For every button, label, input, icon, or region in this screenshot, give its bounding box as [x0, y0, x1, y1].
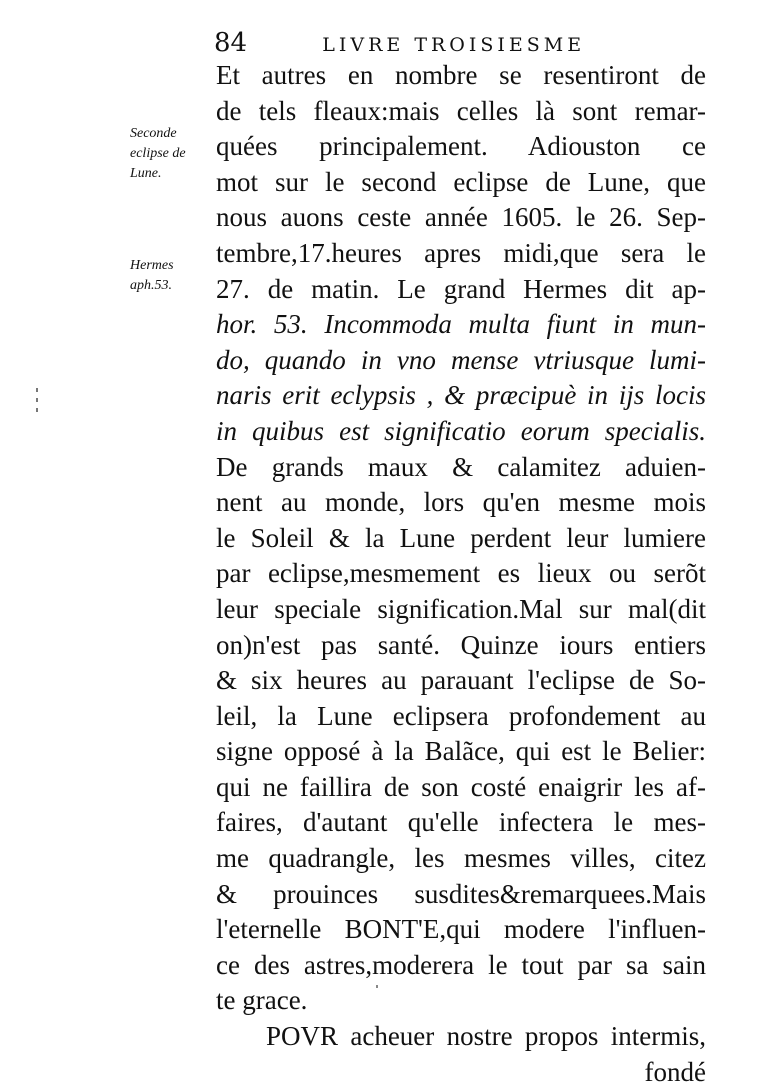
text-line: le Soleil & la Lune perdent leur lumiere	[216, 522, 706, 553]
page-number: 84	[214, 28, 248, 58]
margin-note-line: Seconde	[130, 126, 177, 141]
latin-quote-line: hor. 53. Incommoda multa fiunt in mun-	[216, 309, 706, 340]
text-line: tembre,17.heures apres midi,que sera le	[216, 237, 706, 268]
margin-note-line: aph.53.	[130, 278, 172, 293]
paper-speck	[376, 985, 378, 988]
latin-quote-line: in quibus est significatio eorum specialis.	[216, 415, 706, 446]
text-line: leil, la Lune eclipsera profondement au	[216, 700, 706, 731]
page-header	[214, 28, 585, 60]
text-line: leur speciale signification.Mal sur mal(dit	[216, 593, 706, 624]
text-line: mot sur le second eclipse de Lune, que	[216, 166, 706, 197]
text-line: de tels fleaux:mais celles là sont remar-	[216, 95, 706, 126]
text-line: De grands maux & calamitez aduien-	[216, 451, 706, 482]
latin-quote-line: do, quando in vno mense vtriusque lumi-	[216, 344, 706, 375]
catchword: fondé	[644, 1056, 706, 1087]
text-line: te grace.	[216, 985, 308, 1016]
text-line: par eclipse,mesmement es lieux ou serõt	[216, 558, 706, 589]
text-line: me quadrangle, les mesmes villes, citez	[216, 843, 706, 874]
margin-note-line: eclipse de	[130, 146, 186, 161]
text-line: on)n'est pas santé. Quinze iours entiers	[216, 629, 706, 660]
text-line: quées principalement. Adiouston ce	[216, 131, 706, 162]
text-line: qui ne faillira de son costé enaigrir les af-	[216, 771, 706, 802]
text-line: nous auons ceste année 1605. le 26. Sep-	[216, 202, 706, 233]
margin-note-line: Hermes	[130, 258, 174, 273]
running-title: LIVRE TROISIESME	[322, 34, 586, 56]
paragraph-start-line: POVR acheuer nostre propos intermis,	[266, 1021, 706, 1052]
margin-tick-marks	[36, 388, 40, 418]
text-line: & prouinces susdites&remarquees.Mais	[216, 878, 706, 909]
latin-quote-line: naris erit eclypsis , & præcipuè in ijs locis	[216, 380, 706, 411]
margin-note-line: Lune.	[130, 166, 162, 181]
text-line: nent au monde, lors qu'en mesme mois	[216, 487, 706, 518]
text-line: signe opposé à la Balãce, qui est le Belier:	[216, 736, 706, 767]
text-line: Et autres en nombre se resentiront de	[216, 60, 706, 90]
text-line: faires, d'autant qu'elle infectera le mes-	[216, 807, 706, 838]
text-line: & six heures au parauant l'eclipse de So-	[216, 665, 706, 696]
margin-note-seconde-eclipse	[130, 124, 212, 184]
text-line: l'eternelle BONT'E,qui modere l'influen-	[216, 914, 706, 945]
margin-note-hermes	[130, 256, 212, 296]
text-line: ce des astres,moderera le tout par sa sain	[216, 949, 706, 980]
body-text	[216, 58, 706, 1090]
text-line: 27. de matin. Le grand Hermes dit ap-	[216, 273, 706, 304]
